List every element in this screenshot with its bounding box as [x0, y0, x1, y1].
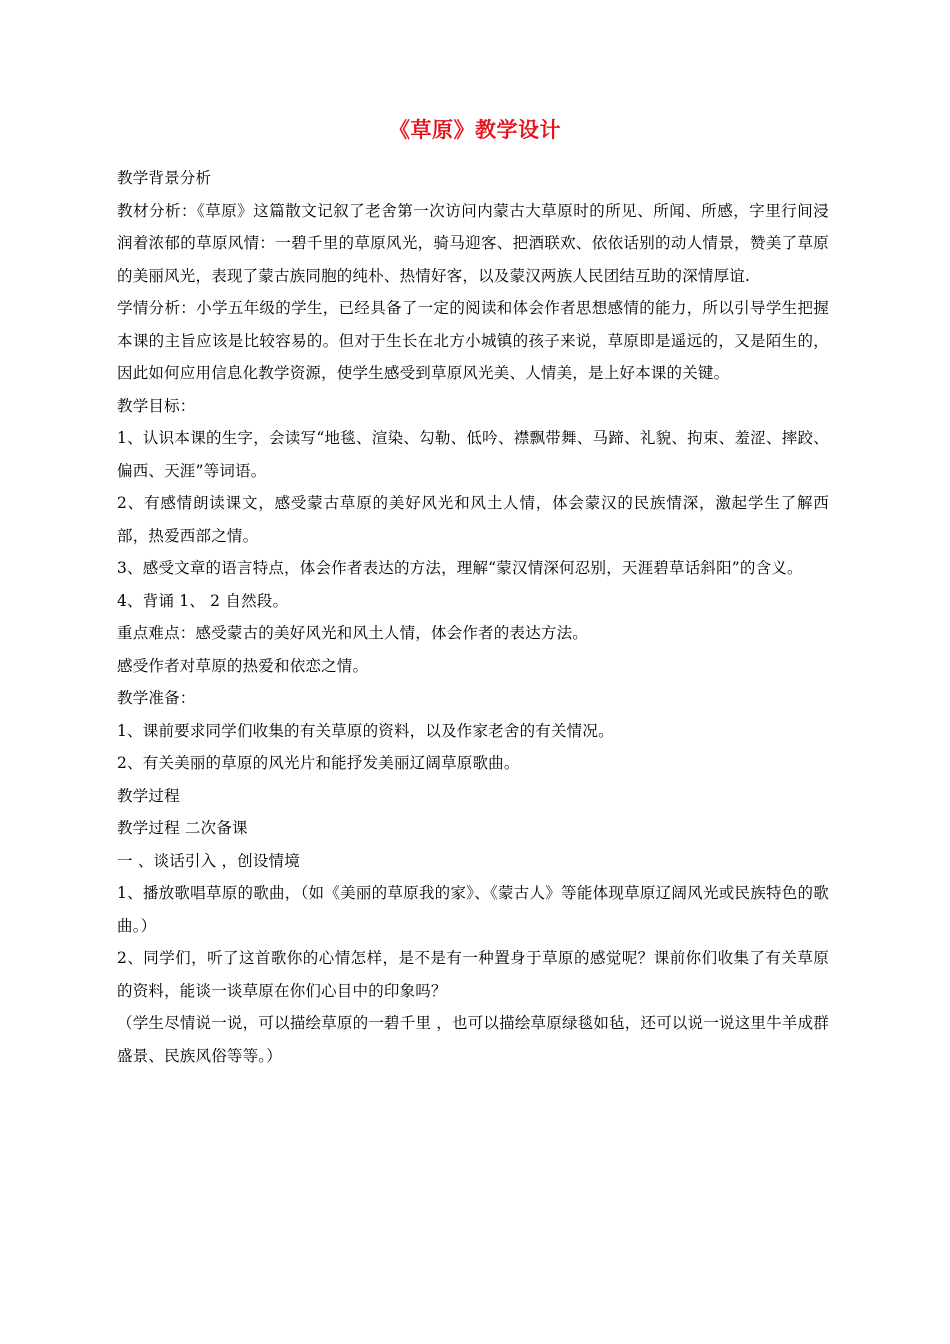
section-heading-preparation: 教学准备： [117, 689, 196, 707]
section-heading-process: 教学过程 [117, 786, 180, 805]
process-step-1-item-2: 2、同学们，听了这首歌你的心情怎样，是不是有一种置身于草原的感觉呢？课前你们收集了有关草原的资料，能谈一谈草原在你们心目中的印象吗？ [117, 949, 829, 1000]
section-heading-goals: 教学目标： [117, 396, 196, 415]
process-step-1-heading: 一 、谈话引入 ，创设情境 [117, 851, 300, 870]
process-step-1-note: （学生尽情说一说，可以描绘草原的一碧千里 ，也可以描绘草原绿毯如毡，还可以说一说这里牛羊成群盛景、民族风俗等等。） [117, 1014, 829, 1065]
section-heading-background: 教学背景分析 [117, 169, 212, 187]
document-body [117, 162, 829, 1072]
preparation-item-2: 2、有关美丽的草原的风光片和能抒发美丽辽阔草原歌曲。 [117, 754, 520, 772]
paragraph-textbook-analysis: 教材分析：《草原》这篇散文记叙了老舍第一次访问内蒙古大草原时的所见、所闻、所感，字里行间浸润着浓郁的草原风情：一碧千里的草原风光，骑马迎客、把酒联欢、依依话别的动人情景，赞美了草原的美丽风光，表现了蒙古族同胞的纯朴、热情好客，以及蒙汉两族人民团结互助的深情厚谊. [117, 201, 829, 285]
goal-item-2: 2、有感情朗读课文，感受蒙古草原的美好风光和风土人情，体会蒙汉的民族情深，激起学生了解西部，热爱西部之情。 [117, 494, 829, 545]
paragraph-student-analysis: 学情分析：小学五年级的学生，已经具备了一定的阅读和体会作者思想感情的能力，所以引导学生把握本课的主旨应该是比较容易的。但对于生长在北方小城镇的孩子来说，草原即是遥远的，又是陌生的，因此如何应用信息化教学资源，使学生感受到草原风光美、人情美，是上好本课的关键。 [117, 299, 829, 382]
preparation-item-1: 1、课前要求同学们收集的有关草原的资料，以及作家老舍的有关情况。 [117, 721, 614, 740]
paragraph-key-points-cont: 感受作者对草原的热爱和依恋之情。 [117, 656, 369, 675]
goal-item-4: 4、背诵 1、 2 自然段。 [117, 591, 289, 610]
goal-item-1: 1、认识本课的生字，会读写“地毯、渲染、勾勒、低吟、襟飘带舞、马蹄、礼貌、拘束、羞涩、摔跤、偏西、天涯”等词语。 [117, 429, 829, 480]
goal-item-3: 3、感受文章的语言特点，体会作者表达的方法，理解“蒙汉情深何忍别，天涯碧草话斜阳”的含义。 [117, 559, 803, 577]
process-subheading: 教学过程 二次备课 [117, 819, 248, 837]
paragraph-key-points: 重点难点：感受蒙古的美好风光和风土人情，体会作者的表达方法。 [117, 624, 589, 642]
document-title: 《草原》教学设计 [389, 118, 561, 142]
process-step-1-item-1: 1、播放歌唱草原的歌曲，（如《美丽的草原我的家》、《蒙古人》等能体现草原辽阔风光或民族特色的歌曲。） [117, 884, 829, 935]
